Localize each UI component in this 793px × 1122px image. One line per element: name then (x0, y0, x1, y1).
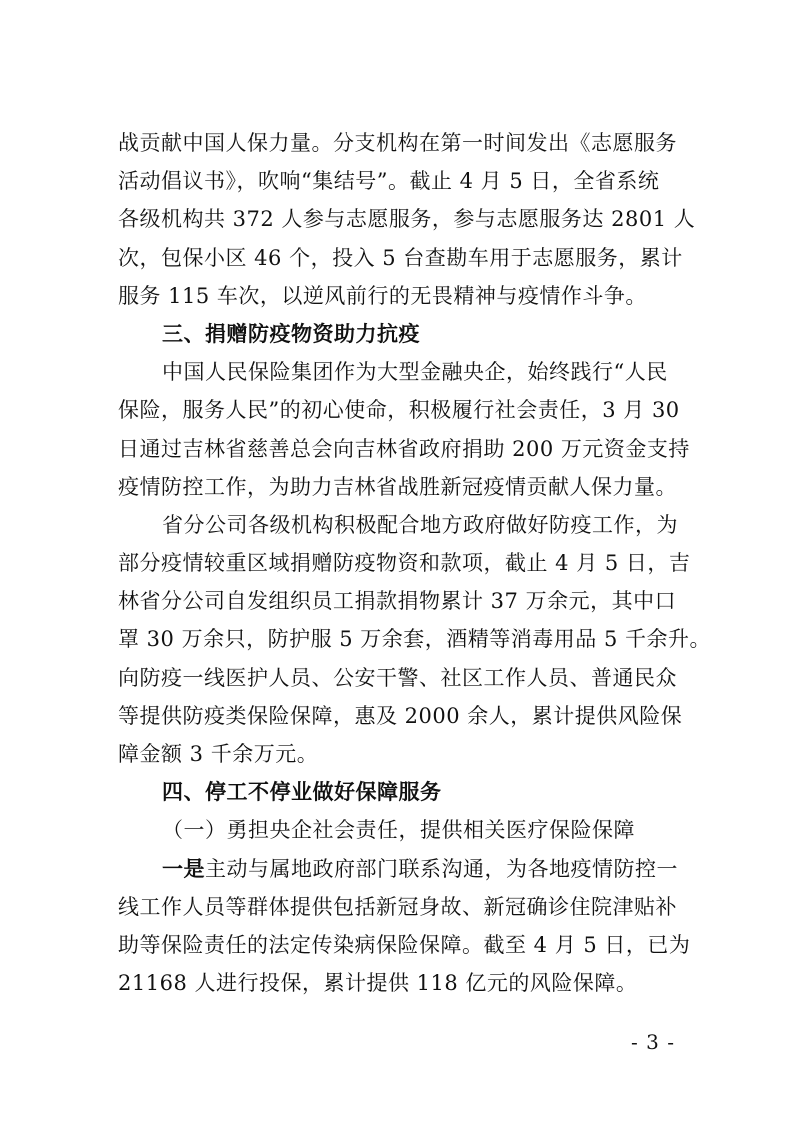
paragraph-4-lead: 一是 (162, 856, 205, 881)
paragraph-4-line-3: 助等保险责任的法定传染病保险保障。截至 4 月 5 日，已为 (118, 932, 691, 957)
paragraph-3-line-3: 林省分公司自发组织员工捐款捐物累计 37 万余元，其中口 (118, 589, 677, 614)
paragraph-2-line-3: 日通过吉林省慈善总会向吉林省政府捐助 200 万元资金支持 (118, 436, 690, 461)
paragraph-3-line-5: 向防疫一线医护人员、公安干警、社区工作人员、普通民众 (118, 665, 677, 690)
section-heading-3: 三、捐赠防疫物资助力抗疫 (162, 321, 420, 346)
paragraph-4-line-1 (118, 850, 676, 888)
paragraph-4-line-4: 21168 人进行投保，累计提供 118 亿元的风险保障。 (118, 971, 638, 996)
paragraph-2-line-2: 保险，服务人民”的初心使命，积极履行社会责任，3 月 30 (118, 398, 680, 423)
paragraph-3-line-7: 障金额 3 千余万元。 (118, 742, 319, 766)
paragraph-3-line-2: 部分疫情较重区域捐赠防疫物资和款项，截止 4 月 5 日，吉 (118, 551, 691, 576)
document-body (118, 124, 711, 1002)
paragraph-1-line-3: 各级机构共 372 人参与志愿服务，参与志愿服务达 2801 人 (118, 207, 696, 232)
paragraph-1-line-4: 次，包保小区 46 个，投入 5 台查勘车用于志愿服务，累计 (118, 245, 683, 270)
paragraph-2-line-1: 中国人民保险集团作为大型金融央企，始终践行“人民 (162, 360, 668, 385)
paragraph-4-line-1-text: 主动与属地政府部门联系沟通，为各地疫情防控一 (205, 856, 678, 881)
paragraph-1-line-2: 活动倡议书》，吹响“集结号”。截止 4 月 5 日，全省系统 (118, 169, 660, 194)
paragraph-3-line-6: 等提供防疫类保险保障，惠及 2000 余人，累计提供风险保 (118, 703, 683, 728)
paragraph-3-line-1: 省分公司各级机构积极配合地方政府做好防疫工作，为 (162, 512, 678, 537)
subsection-heading-1: （一）勇担央企社会责任，提供相关医疗保险保障 (162, 818, 635, 843)
paragraph-4-line-2: 线工作人员等群体提供包括新冠身故、新冠确诊住院津贴补 (118, 894, 677, 919)
paragraph-1-line-1: 战贡献中国人保力量。分支机构在第一时间发出《志愿服务 (118, 131, 677, 155)
page-number: - 3 - (631, 1030, 675, 1054)
paragraph-2-line-4: 疫情防控工作，为助力吉林省战胜新冠疫情贡献人保力量。 (118, 474, 677, 499)
paragraph-1-line-5: 服务 115 车次，以逆风前行的无畏精神与疫情作斗争。 (118, 283, 647, 308)
section-heading-4: 四、停工不停业做好保障服务 (162, 780, 442, 805)
paragraph-3-line-4: 罩 30 万余只，防护服 5 万余套，酒精等消毒用品 5 千余升。 (118, 627, 711, 652)
